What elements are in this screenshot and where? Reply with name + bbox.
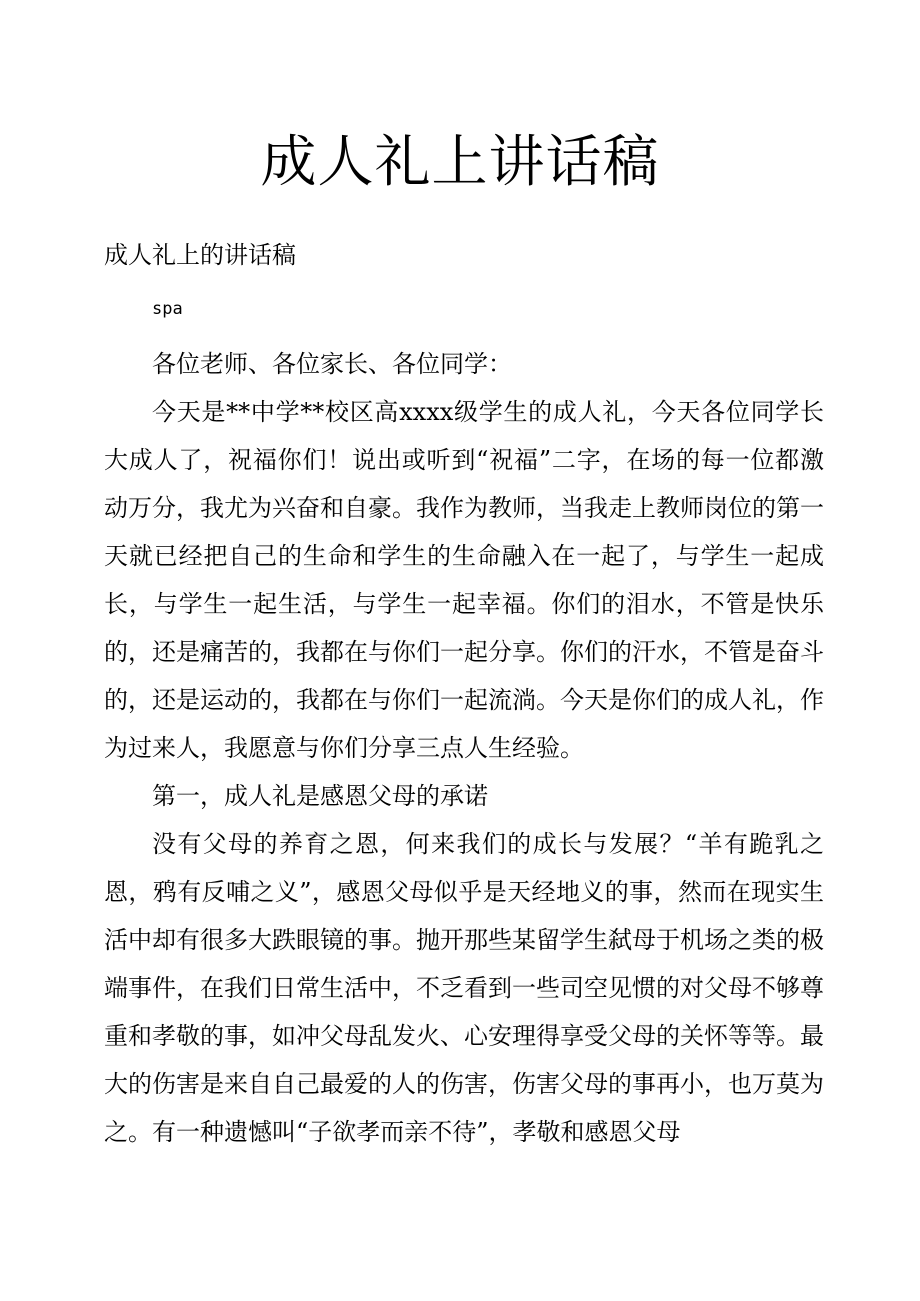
document-subtitle: 成人礼上的讲话稿 [104, 241, 296, 269]
speech-body [104, 340, 824, 1156]
salutation-paragraph: 各位老师、各位家长、各位同学： [152, 350, 512, 378]
section-heading-first: 第一，成人礼是感恩父母的承诺 [152, 782, 488, 810]
stray-text-fragment: spa [152, 299, 183, 319]
gratitude-paragraph: 没有父母的养育之恩，何来我们的成长与发展？“羊有跪乳之恩，鸦有反哺之义”，感恩父母似乎是天经地义的事，然而在现实生活中却有很多大跌眼镜的事。抛开那些某留学生弑母于机场之类的极端事件，在我们日常生活中，不乏看到一些司空见惯的对父母不够尊重和孝敬的事，如冲父母乱发火、心安理得享受父母的关怀等等。最大的伤害是来自自己最爱的人的伤害，伤害父母的事再小，也万莫为之。有一种遗憾叫“子欲孝而亲不待”，孝敬和感恩父母 [104, 830, 824, 1146]
document-title: 成人礼上讲话稿 [260, 130, 660, 195]
opening-paragraph: 今天是**中学**校区高xxxx级学生的成人礼，今天各位同学长大成人了，祝福你们！说出或听到“祝福”二字，在场的每一位都激动万分，我尤为兴奋和自豪。我作为教师，当我走上教师岗位的第一天就已经把自己的生命和学生的生命融入在一起了，与学生一起成长，与学生一起生活，与学生一起幸福。你们的泪水，不管是快乐的，还是痛苦的，我都在与你们一起分享。你们的汗水，不管是奋斗的，还是运动的，我都在与你们一起流淌。今天是你们的成人礼，作为过来人，我愿意与你们分享三点人生经验。 [104, 398, 824, 762]
